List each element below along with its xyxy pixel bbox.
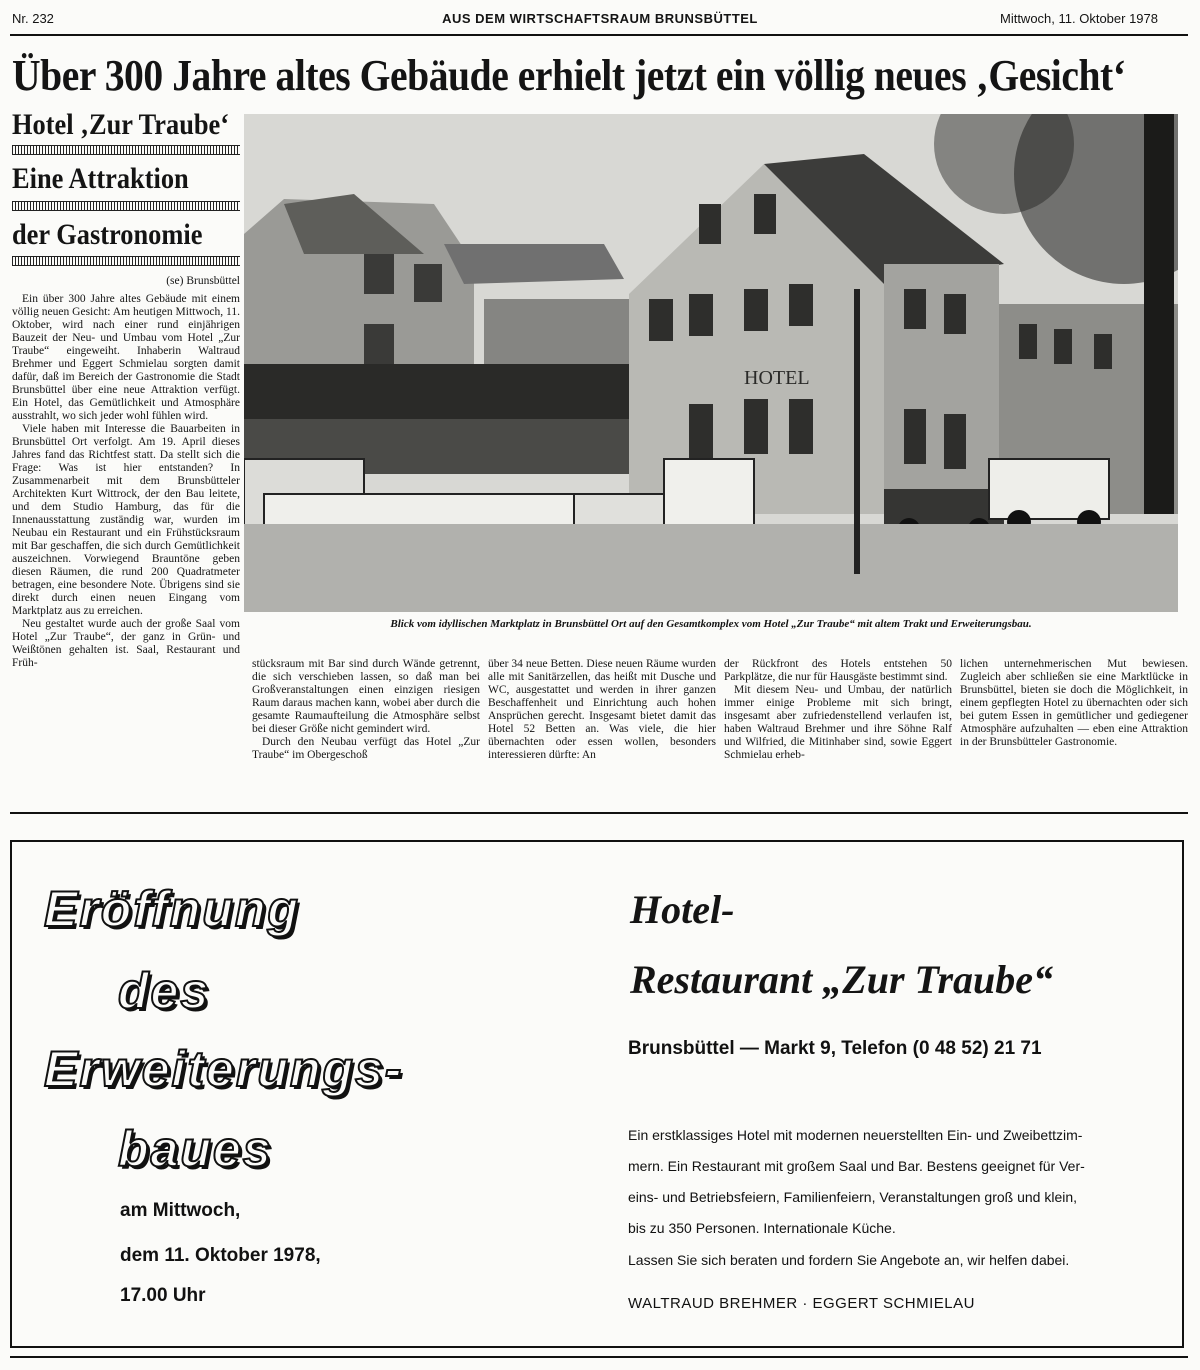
paragraph: Durch den Neubau verfügt das Hotel „Zur Traube“ im Obergeschoß xyxy=(252,736,480,761)
ad-hotel-name-1: Hotel- xyxy=(630,887,735,932)
ad-hotel-name-2: Restaurant „Zur Traube“ xyxy=(630,957,1054,1002)
ad-opening-line-3: Erweiterungs- xyxy=(44,1041,404,1097)
paragraph: Neu gestaltet wurde auch der große Saal vom Hotel „Zur Traube“, der ganz in Grün- und Weißtönen gehalten ist. Saal, Restaurant und Früh- xyxy=(12,618,240,669)
paragraph: der Rückfront des Hotels entstehen 50 Parkplätze, die nur für Hausgäste bestimmt sind. xyxy=(724,658,952,683)
issue-number: Nr. 232 xyxy=(12,11,54,26)
ad-description-line: mern. Ein Restaurant mit großem Saal und Bar. Bestens geeignet für Ver- xyxy=(628,1158,1085,1174)
article-column-3 xyxy=(488,658,716,762)
hatch-divider xyxy=(12,145,240,155)
masthead xyxy=(12,8,1188,30)
bottom-rule xyxy=(10,1356,1188,1358)
ad-owners: WALTRAUD BREHMER · EGGERT SCHMIELAU xyxy=(628,1295,975,1312)
hotel-sign: HOTEL xyxy=(744,367,810,389)
paragraph: stücksraum mit Bar sind durch Wände getrennt, die sich verschieben lassen, so daß man bei Großveranstaltungen einen einzigen riesigen Raum daraus machen kann, wobei aber durch die gesamte Raumaufteilung die Atmosphäre selbst bei dieser Größe nicht gemindert wird. xyxy=(252,658,480,735)
hotel-photo xyxy=(244,114,1178,612)
subhead-hotel: Hotel ‚Zur Traube‘ xyxy=(12,108,230,141)
ad-opening-line-2: des xyxy=(118,963,211,1019)
ad-description-line: bis zu 350 Personen. Internationale Küche. xyxy=(628,1220,896,1236)
article-column-5 xyxy=(960,658,1188,749)
headline: Über 300 Jahre altes Gebäude erhielt jetzt ein völlig neues ‚Gesicht‘ xyxy=(12,51,1126,100)
issue-date: Mittwoch, 11. Oktober 1978 xyxy=(999,11,1158,26)
article-column-2 xyxy=(252,658,480,762)
section-rule xyxy=(10,812,1188,814)
ad-description-line: eins- und Betriebsfeiern, Familienfeiern, Veranstaltungen groß und klein, xyxy=(628,1189,1078,1205)
ad-description xyxy=(628,1120,1085,1244)
hatch-divider xyxy=(12,201,240,211)
ad-description-line: Ein erstklassiges Hotel mit modernen neuerstellten Ein- und Zweibettzim- xyxy=(628,1127,1083,1143)
photo-caption: Blick vom idyllischen Marktplatz in Brunsbüttel Ort auf den Gesamtkomplex vom Hotel „Zur Traube“ mit altem Trakt und Erweiterungsbau. xyxy=(390,618,1032,630)
ad-date: dem 11. Oktober 1978, xyxy=(120,1245,321,1266)
paragraph: Viele haben mit Interesse die Bauarbeiten in Brunsbüttel Ort verfolgt. Am 19. April dieses Jahres fand das Richtfest statt. Da stellt sich die Frage: Was ist hier entstanden? In Zusammenarbeit mit dem Brunsbütteler Architekten Kurt Wittrock, der den Bau leitete, und dem Studio Hamburg, das für die Innenausstattung zuständig war, wurden im Neubau ein Restaurant und ein Frühstücksraum mit Bar geschaffen, die sich durch Gemütlichkeit auszeichnen. Vorwiegend Brauntöne geben diesen Räumen, die rund 200 Quadratmeter betragen, eine besondere Note. Übrigens sind sie direkt durch einen neuen Eingang vom Marktplatz aus zu erreichen. xyxy=(12,423,240,617)
top-rule xyxy=(10,34,1188,36)
byline: (se) Brunsbüttel xyxy=(166,275,240,287)
ad-time: 17.00 Uhr xyxy=(120,1285,206,1306)
ad-address: Brunsbüttel — Markt 9, Telefon (0 48 52) 21 71 xyxy=(628,1038,1042,1059)
article-column-1 xyxy=(12,293,240,670)
subhead-attraction: Eine Attraktion xyxy=(12,162,189,195)
paragraph: Mit diesem Neu- und Umbau, der natürlich immer einige Probleme mit sich bringt, insgesamt aber zufriedenstellend verlaufen ist, haben Waltraud Brehmer und ihre Söhne Ralf und Wilfried, die Mitinhaber sind, sowie Eggert Schmielau erheb- xyxy=(724,684,952,761)
ad-advice: Lassen Sie sich beraten und fordern Sie Angebote an, wir helfen dabei. xyxy=(628,1252,1070,1268)
hotel-photo-drawing xyxy=(244,114,1178,612)
ad-opening-line-4: baues xyxy=(118,1121,273,1177)
ad-opening-line-1: Eröffnung xyxy=(44,881,300,937)
article-column-4 xyxy=(724,658,952,762)
paragraph: Ein über 300 Jahre altes Gebäude mit einem völlig neuen Gesicht: Am heutigen Mittwoch, 11. Oktober, wird nach einer rund einjährigen Bauzeit der Neu- und Umbau vom Hotel „Zur Traube“ eingeweiht. Inhaberin Waltraud Brehmer und Eggert Schmielau sorgten damit dafür, daß im Bereich der Gastronomie die Stadt Brunsbüttel über eine neue Attraktion verfügt. Ein Hotel, das Gemütlichkeit und Atmosphäre ausstrahlt, wo sich jeder wohl fühlen wird. xyxy=(12,293,240,422)
ad-day: am Mittwoch, xyxy=(120,1200,241,1221)
hatch-divider xyxy=(12,256,240,266)
paragraph: über 34 neue Betten. Diese neuen Räume wurden alle mit Sanitärzellen, das heißt mit Dusche und WC, ausgestattet und werden in ihrer ganzen Beschaffenheit und Einrichtung auch hohen Ansprüchen gerecht. Insgesamt bietet damit das Hotel 52 Betten an. Was viele, die hier übernachten oder essen wollen, besonders interessieren dürfte: An xyxy=(488,658,716,761)
section-title: AUS DEM WIRTSCHAFTSRAUM BRUNSBÜTTEL xyxy=(442,11,758,26)
subhead-gastronomy: der Gastronomie xyxy=(12,218,203,251)
paragraph: lichen unternehmerischen Mut bewiesen. Zugleich aber schließen sie eine Marktlücke in Brunsbüttel, bieten sie doch die Möglichkeit, in einem gepflegten Hotel zu übernachten oder sich bei gutem Essen in gemütlicher und gediegener Atmosphäre aufzuhalten — eben eine Attraktion in der Brunsbütteler Gastronomie. xyxy=(960,658,1188,748)
